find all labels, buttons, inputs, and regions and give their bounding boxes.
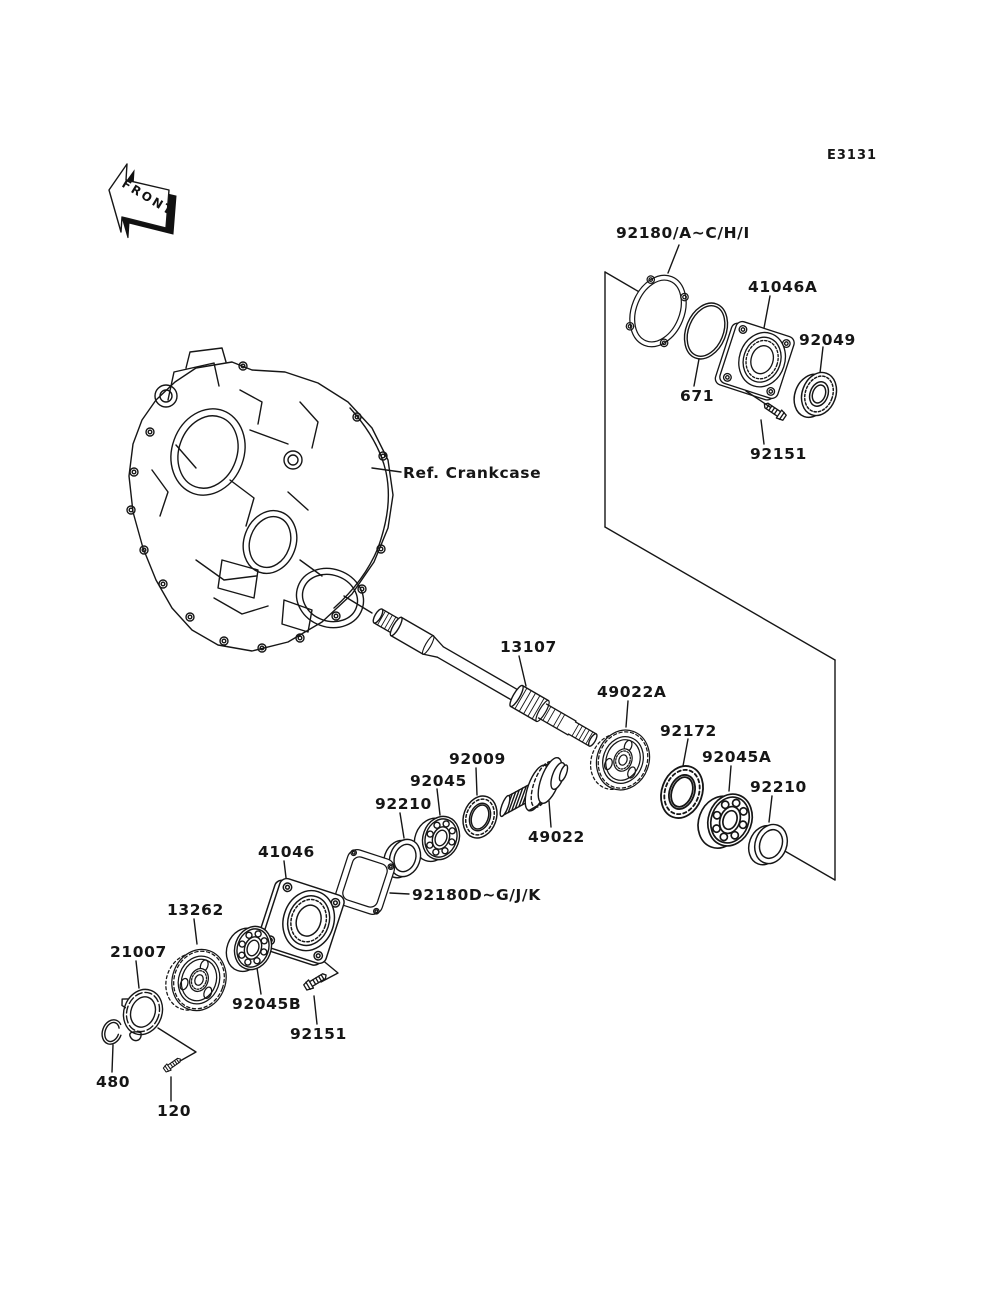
part-label-bearing-92045: 92045 [410, 772, 467, 790]
part-label-driven-gear-13262: 13262 [167, 901, 224, 919]
part-label-bearing-92045A: 92045A [702, 748, 772, 766]
part-label-cover-gasket: 92180/A~C/H/I [616, 224, 750, 242]
drawing-code-label: E3131 [827, 148, 878, 163]
part-label-lock-washer-92172: 92172 [660, 722, 717, 740]
part-label-snap-ring-480: 480 [96, 1073, 131, 1091]
part-lock-washer-92172 [654, 760, 710, 824]
part-label-housing-gasket-92180D: 92180D~G/J/K [412, 886, 541, 904]
part-holder-21007 [110, 982, 168, 1046]
part-bolt-120 [163, 1056, 183, 1073]
part-bevel-pinion-49022 [498, 755, 569, 818]
part-label-bearing-92045B: 92045B [232, 995, 302, 1013]
part-lock-washer-92009 [457, 791, 502, 843]
part-bolt-92151-front [303, 971, 329, 992]
part-oil-seal-92049 [788, 365, 842, 424]
part-label-bevel-pinion-49022: 49022 [528, 828, 585, 846]
front-arrow-marker [109, 164, 177, 238]
part-label-oil-seal-92049: 92049 [799, 331, 856, 349]
part-label-lock-washer-92009: 92009 [449, 750, 506, 768]
part-label-holder-21007: 21007 [110, 943, 167, 961]
part-label-bolt-92151-front: 92151 [290, 1025, 347, 1043]
front-arrow-label: FRONT [119, 176, 177, 219]
part-label-drive-shaft-13107: 13107 [500, 638, 557, 656]
part-label-bearing-housing-41046A: 41046A [748, 278, 818, 296]
part-driven-gear-13262 [158, 940, 235, 1020]
ref-crankcase-label: Ref. Crankcase [403, 464, 542, 482]
part-label-bearing-housing-41046: 41046 [258, 843, 315, 861]
part-drive-shaft-13107 [369, 604, 601, 752]
part-snap-ring-480 [99, 1017, 125, 1047]
part-bolt-92151-upper [762, 400, 787, 421]
crankcase-drawing [127, 348, 393, 652]
part-label-bevel-gear-49022A: 49022A [597, 683, 667, 701]
part-label-bolt-92151-upper: 92151 [750, 445, 807, 463]
part-label-bolt-120: 120 [157, 1102, 192, 1120]
part-label-washer-92210-right: 92210 [750, 778, 807, 796]
part-label-washer-92210-mid: 92210 [375, 795, 432, 813]
part-label-o-ring-671: 671 [680, 387, 715, 405]
